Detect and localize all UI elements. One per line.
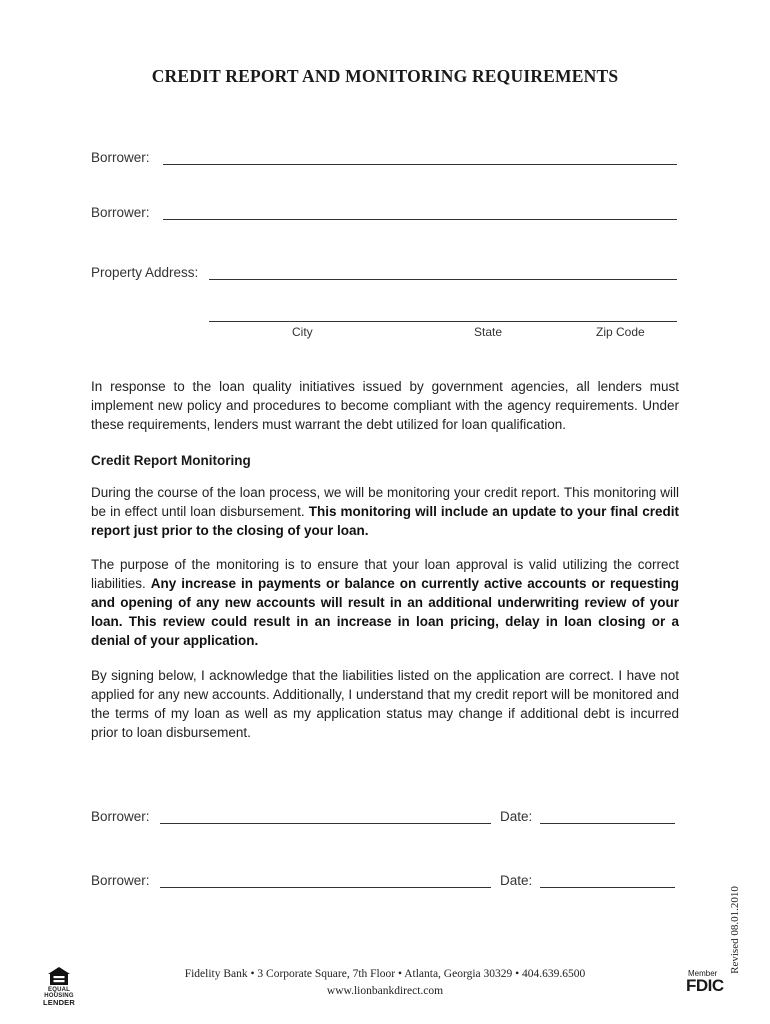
property-address-label: Property Address: (91, 265, 199, 280)
property-address-field[interactable] (209, 279, 677, 280)
signature-borrower-2-label: Borrower: (91, 873, 150, 888)
signature-date-2-field[interactable] (540, 887, 675, 888)
equal-housing-text: EQUAL HOUSING (44, 987, 74, 999)
footer-website: www.lionbankdirect.com (326, 985, 444, 997)
borrower-1-field[interactable] (163, 164, 677, 165)
signature-borrower-2-field[interactable] (160, 887, 491, 888)
borrower-2-field[interactable] (163, 219, 677, 220)
document-title: CREDIT REPORT AND MONITORING REQUIREMENTS (151, 66, 619, 86)
signature-date-1-label: Date: (500, 809, 533, 824)
acknowledgement-paragraph: By signing below, I acknowledge that the liabilities listed on the application are correct. I have not applied for any new accounts. Additionally, I understand that my credit report will be monitored and the terms of my loan as well as my application status may change if additional debt is incurred prior to loan disbursement. (91, 668, 679, 740)
fdic-member-text: Member (688, 969, 718, 978)
revised-date: Revised 08.01.2010 (729, 886, 741, 974)
purpose-paragraph (91, 555, 679, 650)
footer-address: Fidelity Bank • 3 Corporate Square, 7th Floor • Atlanta, Georgia 30329 • 404.639.6500 (184, 968, 586, 980)
fdic-text: FDIC (686, 976, 724, 995)
city-label: City (292, 325, 313, 339)
purpose-paragraph-text: The purpose of the monitoring is to ensure that your loan approval is valid utilizing the correct liabilities. (91, 557, 679, 591)
zip-code-label: Zip Code (596, 325, 645, 339)
fdic-member-logo (686, 969, 734, 994)
monitoring-paragraph-bold: This monitoring will include an update to your final credit report just prior to the closing of your loan. (91, 504, 679, 538)
signature-borrower-1-label: Borrower: (91, 809, 150, 824)
intro-paragraph: In response to the loan quality initiatives issued by government agencies, all lenders must implement new policy and procedures to become compliant with the agency requirements. Under these requirements, lenders must warrant the debt utilized for loan qualification. (91, 379, 679, 432)
monitoring-paragraph-text: During the course of the loan process, we will be monitoring your credit report. This monitoring will be in effect until loan disbursement. (91, 485, 679, 519)
credit-report-monitoring-heading: Credit Report Monitoring (91, 453, 251, 468)
signature-date-2-label: Date: (500, 873, 533, 888)
city-state-zip-field[interactable] (209, 321, 677, 322)
state-label: State (474, 325, 503, 339)
borrower-2-label: Borrower: (91, 205, 150, 220)
borrower-1-label: Borrower: (91, 150, 150, 165)
signature-borrower-1-field[interactable] (160, 823, 491, 824)
signature-date-1-field[interactable] (540, 823, 675, 824)
lender-text: LENDER (42, 998, 76, 1007)
purpose-paragraph-bold: Any increase in payments or balance on currently active accounts or requesting and opening of any new accounts will result in an additional underwriting review of your loan. This review could result in an increase in loan pricing, delay in loan closing or a denial of your application. (91, 576, 679, 648)
monitoring-paragraph (91, 483, 679, 540)
